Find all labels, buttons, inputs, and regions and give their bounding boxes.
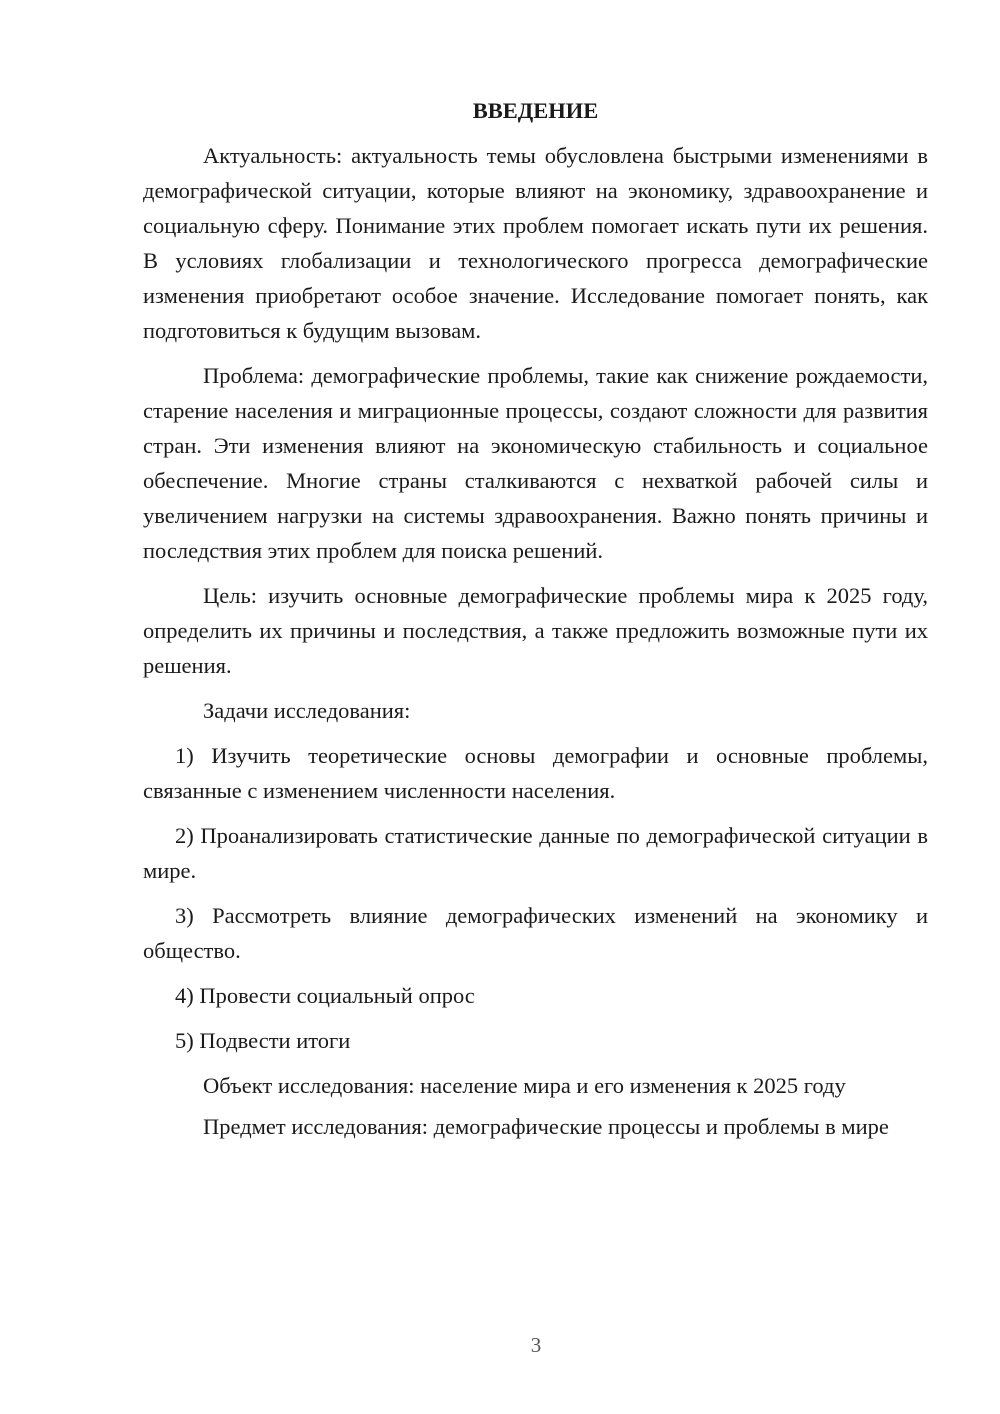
- task-item-5: 5) Подвести итоги: [175, 1028, 351, 1053]
- task-item-3: 3) Рассмотреть влияние демографических изменений на экономику и общество.: [143, 903, 928, 963]
- paragraph-subject: Предмет исследования: демографические процессы и проблемы в мире: [203, 1114, 889, 1139]
- paragraph-goal: Цель: изучить основные демографические проблемы мира к 2025 году, определить их причины и последствия, а также предложить возможные пути их решения.: [143, 583, 928, 678]
- paragraph-tasks-heading: Задачи исследования:: [203, 698, 411, 723]
- page-number: 3: [530, 1333, 542, 1357]
- paragraph-relevance: Актуальность: актуальность темы обусловлена быстрыми изменениями в демографической ситуации, которые влияют на экономику, здравоохранение и социальную сферу. Понимание этих проблем помогает искать пути их решения. В условиях глобализации и технологического прогресса демографические изменения приобретают особое значение. Исследование помогает понять, как подготовиться к будущим вызовам.: [143, 143, 928, 343]
- paragraph-problem: Проблема: демографические проблемы, такие как снижение рождаемости, старение населения и миграционные процессы, создают сложности для развития стран. Эти изменения влияют на экономическую стабильность и социальное обеспечение. Многие страны сталкиваются с нехваткой рабочей силы и увеличением нагрузки на системы здравоохранения. Важно понять причины и последствия этих проблем для поиска решений.: [143, 363, 928, 563]
- page-content: [143, 96, 928, 1154]
- task-item-1: 1) Изучить теоретические основы демографии и основные проблемы, связанные с изменением численности населения.: [143, 743, 928, 803]
- paragraph-object: Объект исследования: население мира и его изменения к 2025 году: [203, 1073, 846, 1098]
- task-item-4: 4) Провести социальный опрос: [175, 983, 475, 1008]
- section-heading: ВВЕДЕНИЕ: [472, 98, 599, 123]
- task-item-2: 2) Проанализировать статистические данные по демографической ситуации в мире.: [143, 823, 928, 883]
